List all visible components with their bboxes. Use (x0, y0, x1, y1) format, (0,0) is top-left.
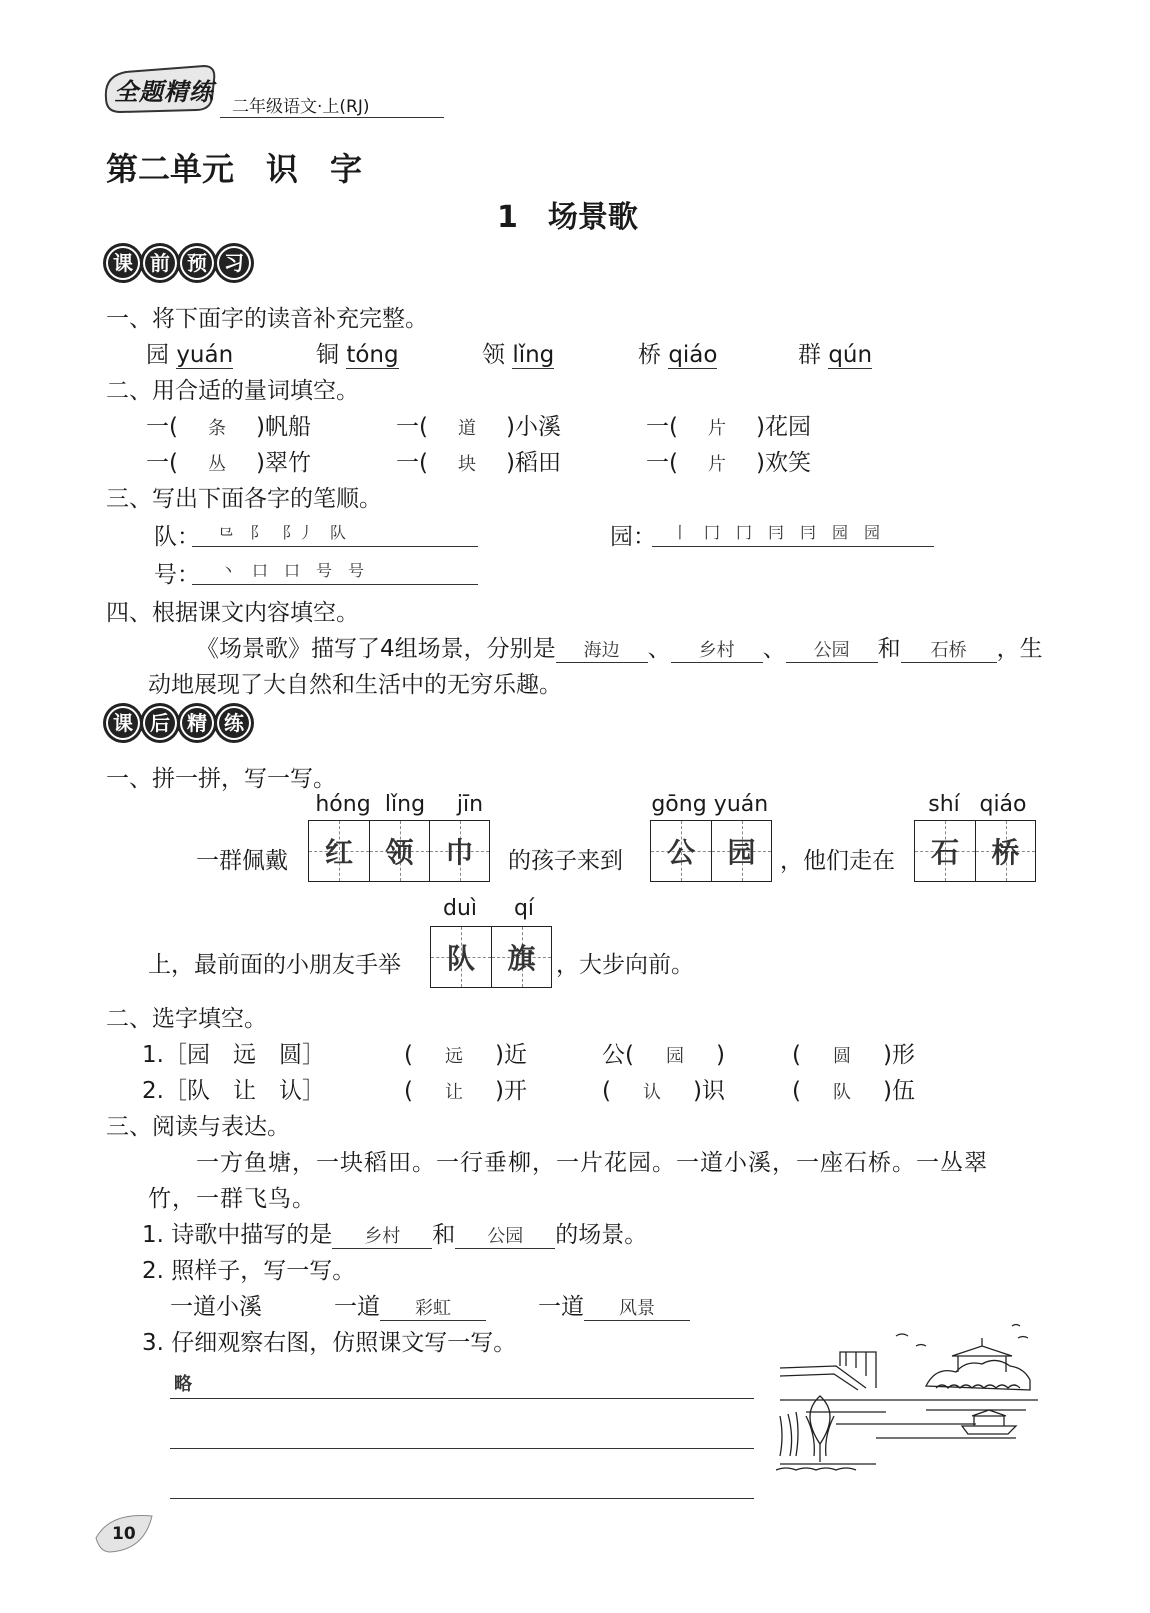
choice-item: ( 让 )开 (404, 1078, 527, 1104)
badge-char: 课 (106, 246, 140, 280)
writing-answer: 略 (174, 1374, 192, 1395)
pinyin: shí (928, 792, 960, 817)
badge-char: 习 (217, 246, 251, 280)
pre-q4-title: 四、根据课文内容填空。 (106, 600, 359, 626)
badge-char: 前 (143, 246, 177, 280)
grid-cell: 旗 (491, 927, 551, 987)
pinyin-item: 领 lǐng (482, 342, 555, 368)
stroke-answer: ⺋ 阝 阝丿 队 (218, 523, 347, 542)
choice-item: ( 圆 )形 (792, 1042, 915, 1068)
post-q3-title: 三、阅读与表达。 (106, 1114, 290, 1140)
pinyin-item: 桥 qiáo (638, 342, 718, 368)
pre-q3-title: 三、写出下面各字的笔顺。 (106, 486, 382, 512)
grid-cell: 队 (431, 927, 491, 987)
measure-item: 一( 片 )欢笑 (646, 450, 811, 476)
writing-line (170, 1398, 754, 1399)
writing-line (170, 1448, 754, 1449)
choice-item: ( 认 )识 (602, 1078, 725, 1104)
page-number-leaf (92, 1510, 158, 1560)
post-q1-s4: 上，最前面的小朋友手举 (148, 952, 401, 978)
brand-logo (100, 58, 220, 120)
grid-cell: 巾 (429, 821, 489, 881)
pre-class-badge (106, 246, 254, 280)
measure-item: 一( 道 )小溪 (396, 414, 561, 440)
grid-cell: 桥 (975, 821, 1035, 881)
pre-q1-title: 一、将下面字的读音补充完整。 (106, 306, 428, 332)
reading-q2-example: 一道小溪 (170, 1294, 262, 1320)
post-q2-title: 二、选字填空。 (106, 1006, 267, 1032)
writing-grid (914, 820, 1036, 882)
post-q1-s2: 的孩子来到 (508, 848, 623, 874)
grid-cell: 石 (915, 821, 975, 881)
pinyin-answer: lǐng (512, 342, 555, 368)
stroke-label: 号： (154, 562, 200, 588)
measure-item: 一( 块 )稻田 (396, 450, 561, 476)
post-q1-title: 一、拼一拼，写一写。 (106, 766, 336, 792)
post-q1-s1: 一群佩戴 (196, 848, 288, 874)
measure-item: 一( 丛 )翠竹 (146, 450, 311, 476)
stroke-label: 队： (154, 524, 200, 550)
writing-grid (650, 820, 772, 882)
pinyin-answer: qún (828, 342, 873, 368)
choice-item: ( 远 )近 (404, 1042, 527, 1068)
post-q1-s5: ，大步向前。 (556, 952, 694, 978)
badge-char: 预 (180, 246, 214, 280)
writing-grid (308, 820, 490, 882)
reading-q2: 2. 照样子，写一写。 (142, 1258, 356, 1284)
badge-char: 后 (143, 706, 177, 740)
choice-item: ( 队 )伍 (792, 1078, 915, 1104)
pinyin: qiáo (979, 792, 1027, 817)
stroke-answer: 丶 口 口 号 号 (220, 561, 365, 580)
post-q1-s3: ，他们走在 (780, 848, 895, 874)
badge-char: 课 (106, 706, 140, 740)
pinyin-answer: yuán (176, 342, 234, 368)
pinyin: jīn (456, 792, 484, 817)
pre-q2-title: 二、用合适的量词填空。 (106, 378, 359, 404)
stroke-line (192, 546, 478, 547)
brand-text: 全题精练 (114, 77, 214, 106)
pinyin-item: 铜 tóng (316, 342, 399, 368)
poem-line: 竹，一群飞鸟。 (148, 1186, 316, 1212)
subject-label: 二年级语文·上(RJ) (232, 97, 370, 117)
stroke-line (192, 584, 478, 585)
poem-line: 一方鱼塘，一块稻田。一行垂柳，一片花园。一道小溪，一座石桥。一丛翠 (196, 1150, 988, 1176)
reading-q2-answer: 一道 彩虹 (334, 1288, 486, 1321)
pinyin-item: 园 yuán (146, 342, 234, 368)
grid-cell: 领 (369, 821, 429, 881)
pinyin: yuán (713, 792, 769, 817)
pre-q4-sentence-cont: 动地展现了大自然和生活中的无穷乐趣。 (148, 672, 562, 698)
stroke-label: 园： (610, 524, 656, 550)
grid-cell: 红 (309, 821, 369, 881)
choice-item: 公( 园 ) (602, 1042, 725, 1068)
post-class-badge (106, 706, 254, 740)
grid-cell: 公 (651, 821, 711, 881)
writing-grid (430, 926, 552, 988)
page-number: 10 (112, 1524, 136, 1544)
reading-q1: 1. 诗歌中描写的是 乡村 和 公园 的场景。 (142, 1222, 648, 1248)
choice-row: 2.［队 让 认］ (142, 1078, 325, 1104)
pinyin: hóng (315, 792, 371, 817)
pinyin-answer: qiáo (668, 342, 718, 368)
choice-row: 1.［园 远 圆］ (142, 1042, 325, 1068)
pinyin-answer: tóng (346, 342, 399, 368)
lesson-title: 1 场景歌 (497, 200, 638, 235)
pinyin: gōng (651, 792, 707, 817)
pinyin: qí (513, 896, 535, 921)
badge-char: 练 (217, 706, 251, 740)
writing-line (170, 1498, 754, 1499)
measure-item: 一( 条 )帆船 (146, 414, 311, 440)
measure-item: 一( 片 )花园 (646, 414, 811, 440)
stroke-line (652, 546, 934, 547)
pinyin: lǐng (384, 792, 426, 817)
stroke-answer: 丨 冂 冂 冃 冃 园 园 (672, 523, 881, 542)
unit-title: 第二单元 识 字 (106, 150, 363, 188)
pinyin: duì (442, 896, 478, 921)
pre-q4-sentence: 《场景歌》描写了4组场景，分别是 海边 、 乡村 、 公园 和 石桥 ，生 (196, 636, 1043, 662)
reading-q2-answer: 一道 风景 (538, 1288, 690, 1321)
park-illustration (776, 1316, 1040, 1478)
pinyin-item: 群 qún (798, 342, 873, 368)
grid-cell: 园 (711, 821, 771, 881)
reading-q3: 3. 仔细观察右图，仿照课文写一写。 (142, 1330, 517, 1356)
header-rule (220, 117, 444, 118)
badge-char: 精 (180, 706, 214, 740)
